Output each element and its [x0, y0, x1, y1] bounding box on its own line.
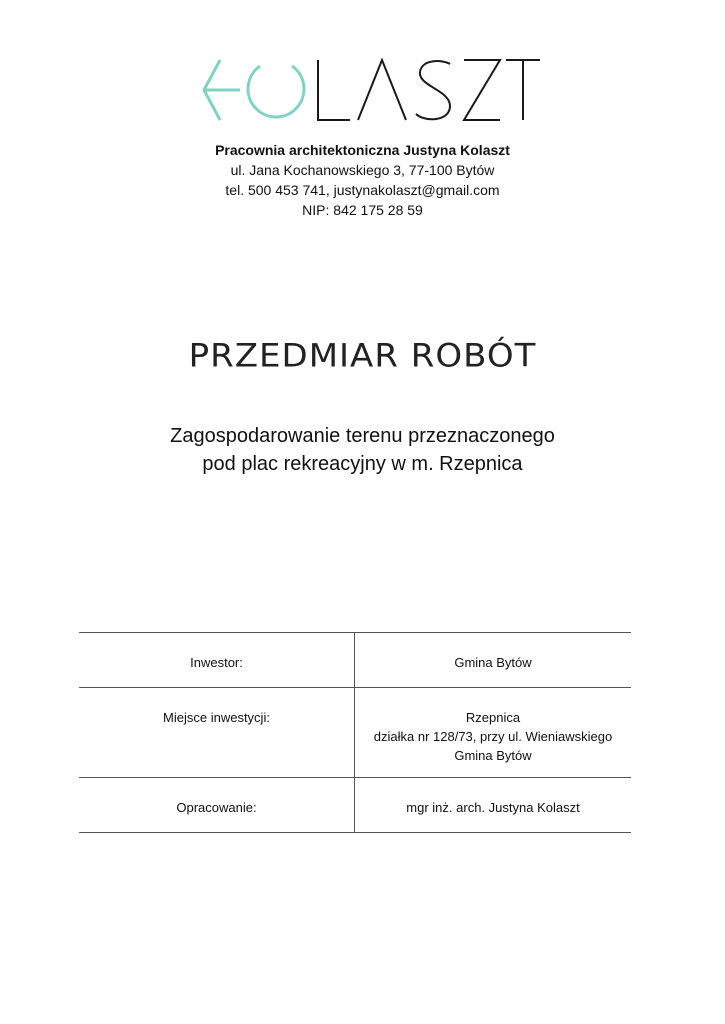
investor-label: Inwestor: — [190, 655, 243, 670]
location-value-line-1: Rzepnica — [465, 710, 521, 725]
document-title: PRZEDMIAR ROBÓT — [188, 337, 537, 375]
company-name: Pracownia architektoniczna Justyna Kolaszt — [215, 142, 510, 158]
prepared-by-value-cell — [355, 778, 632, 833]
company-header — [0, 140, 725, 220]
location-value-line-3: Gmina Bytów — [454, 748, 532, 763]
info-table — [79, 632, 631, 833]
table-row-location — [79, 688, 631, 778]
investor-value-cell — [355, 633, 632, 688]
company-contact: tel. 500 453 741, justynakolaszt@gmail.com — [225, 182, 500, 198]
location-value-line-2: działka nr 128/73, przy ul. Wieniawskiego — [373, 729, 613, 744]
location-value — [355, 688, 631, 765]
company-nip: NIP: 842 175 28 59 — [302, 202, 423, 218]
investor-label-cell — [79, 633, 355, 688]
location-label: Miejsce inwestycji: — [163, 710, 270, 725]
location-value-cell — [355, 688, 632, 778]
prepared-by-value: mgr inż. arch. Justyna Kolaszt — [406, 800, 580, 815]
investor-value: Gmina Bytów — [454, 655, 532, 670]
location-label-cell — [79, 688, 355, 778]
kolaszt-logo-icon — [200, 58, 540, 122]
company-logo — [200, 58, 540, 122]
table-row-prepared-by — [79, 778, 631, 833]
prepared-by-label: Opracowanie: — [176, 800, 257, 815]
table-row-investor — [79, 633, 631, 688]
company-address: ul. Jana Kochanowskiego 3, 77-100 Bytów — [230, 162, 495, 178]
subtitle-line-2: pod plac rekreacyjny w m. Rzepnica — [202, 453, 523, 475]
document-subtitle — [0, 422, 725, 478]
prepared-by-label-cell — [79, 778, 355, 833]
subtitle-line-1: Zagospodarowanie terenu przeznaczonego — [170, 425, 555, 447]
